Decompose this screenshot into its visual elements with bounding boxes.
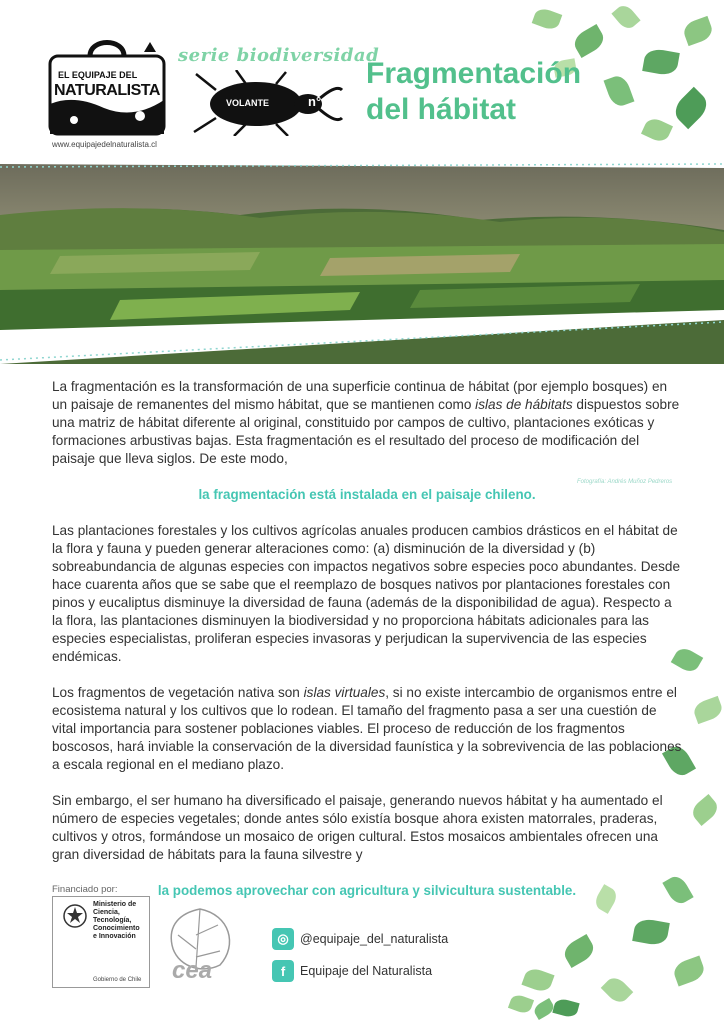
- cea-leaf-logo: [160, 905, 240, 985]
- cea-text: cea: [172, 957, 213, 984]
- ministry-line: Tecnología,: [93, 917, 132, 924]
- photo-credit: Fotografía: Andrés Muñoz Pedreros: [577, 479, 673, 485]
- highlight-1: la fragmentación está instalada en el paisaje chileno.: [198, 487, 536, 502]
- article-body: [52, 378, 682, 918]
- funded-by-label: Financiado por:: [52, 884, 118, 895]
- gobierno-label: Gobierno de Chile: [93, 977, 142, 983]
- logo-line1: EL EQUIPAJE DEL: [58, 70, 138, 80]
- title-line2: del hábitat: [366, 93, 517, 126]
- volante-number: n° 5: [308, 94, 332, 109]
- highlight-2: la podemos aprovechar con agricultura y silvicultura sustentable.: [157, 883, 577, 898]
- paragraph-3: Los fragmentos de vegetación nativa son islas virtuales, si no existe intercambio de organismos entre el ecosistema natural y los cultivos que lo rodean. El tamaño del fragmento pasa a ser una cuestión de vital importancia para sostener poblaciones viables. El proceso de reducción de los fragmentos boscosos, hará inviable la conservación de la diversidad faunística y la sobrevivencia de las poblaciones a escala regional en el mediano plazo.: [52, 685, 682, 772]
- title-line1: Fragmentación: [366, 57, 582, 90]
- facebook-name[interactable]: Equipaje del Naturalista: [300, 964, 433, 978]
- beetle-icon: [186, 70, 346, 136]
- instagram-icon: ◎: [272, 928, 294, 950]
- instagram-link[interactable]: [272, 928, 448, 950]
- paragraph-4: Sin embargo, el ser humano ha diversificado el paisaje, generando nuevos hábitat y ha aumentado el número de especies vegetales; donde antes sólo existía bosque ahora existen matorrales, praderas, cultivos y otros, formándose un mosaico de origen cultural. Estos mosaicos ambientales ofrecen una gran diversidad de hábitats para la fauna silvestre y: [52, 793, 663, 862]
- volante-label: VOLANTE: [226, 98, 270, 108]
- ministry-line: e Innovación: [93, 933, 136, 940]
- ministry-line: Ministerio de: [93, 901, 137, 908]
- instagram-handle[interactable]: @equipaje_del_naturalista: [300, 932, 449, 946]
- paragraph-1: La fragmentación es la transformación de una superficie continua de hábitat (por ejemplo bosques) en un paisaje de remanentes del mismo hábitat, que se mantienen como islas de hábitats dispuestos sobre una matriz de hábitat diferente al original, constituido por campos de cultivo, plantaciones exóticas y formaciones arbustivas bajas. Esta fragmentación es el resultado del proceso de modificación del paisaje que lleva siglos. De este modo,: [52, 379, 680, 466]
- website-text[interactable]: www.equipajedelnaturalista.cl: [52, 140, 157, 149]
- paragraph-2: Las plantaciones forestales y los cultivos agrícolas anuales producen cambios drásticos en el hábitat de la flora y fauna y pueden generar alteraciones como: (a) disminución de la diversidad y (b) sobreabundancia de algunas especies con impactos negativos sobre especies poco abundantes. Desde hace cuarenta años que se sabe que el reemplazo de bosques nativos por plantaciones forestales con pinos y eucaliptus disminuye la diversidad de fauna (además de la disponibilidad de agua). Respecto a la flora, las plantaciones disminuyen la biodiversidad y no proporciona hábitats adicionales para las especies especialistas, proliferan especies invasoras y perjudican la supervivencia de las especies endémicas.: [52, 523, 681, 664]
- header: [0, 0, 724, 160]
- ministry-line: Ciencia,: [93, 909, 120, 916]
- ministry-logo: [52, 896, 150, 988]
- ministry-line: Conocimiento: [93, 925, 140, 932]
- facebook-icon: f: [272, 960, 294, 982]
- page-title: [366, 56, 581, 128]
- equipaje-logo: [44, 34, 170, 138]
- serie-label: serie biodiversidad: [178, 45, 380, 66]
- leaf-decoration-bottom-left: [500, 990, 560, 1024]
- logo-line2: NATURALISTA: [54, 82, 160, 99]
- facebook-link[interactable]: [272, 960, 432, 982]
